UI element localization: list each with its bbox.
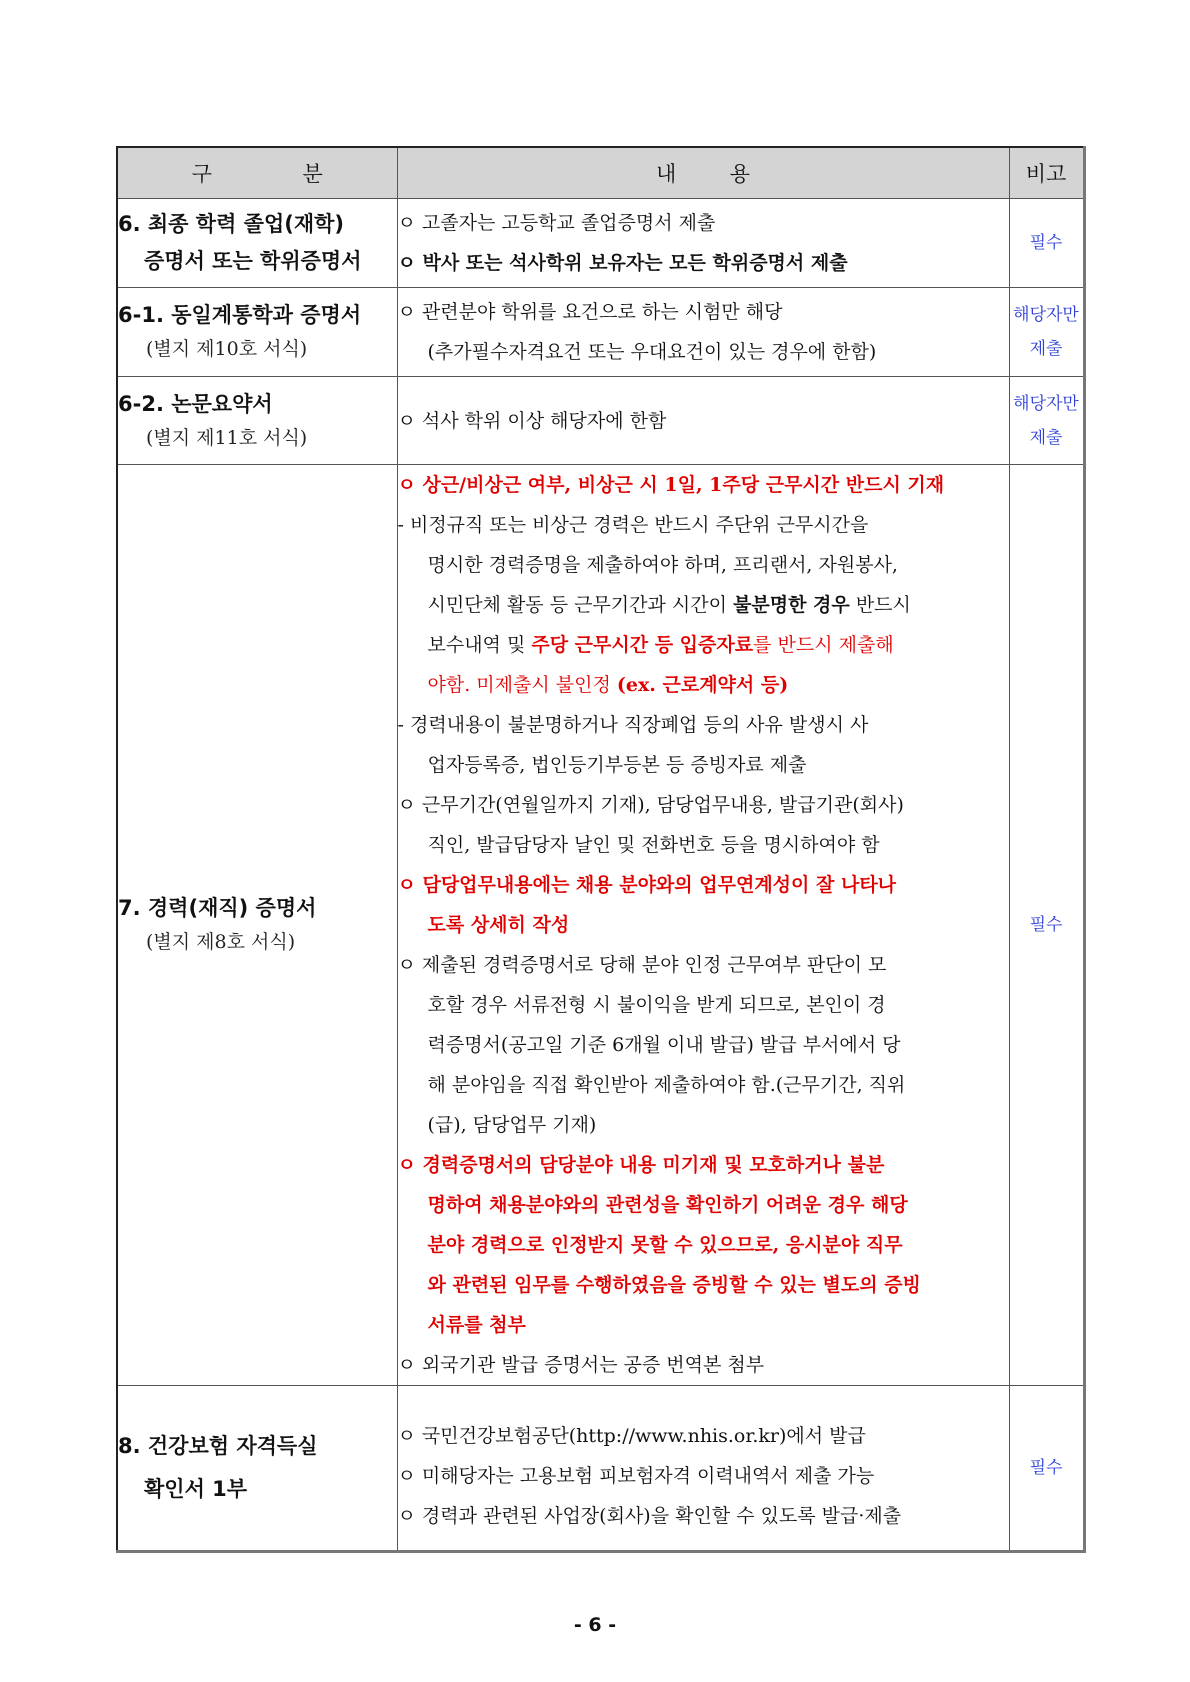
content-line: 야함. 미제출시 불인정 (ex. 근로계약서 등) xyxy=(427,674,789,696)
header-category: 구 분 xyxy=(117,147,397,199)
row-career-certificate xyxy=(117,465,1084,1386)
row-same-field-certificate xyxy=(117,288,1084,377)
content-line: ㅇ 상근/비상근 여부, 비상근 시 1일, 1주당 근무시간 반드시 기재 xyxy=(397,474,945,496)
content-line: 서류를 첨부 xyxy=(427,1314,526,1336)
document-table xyxy=(116,146,1086,1553)
content-line: 호할 경우 서류전형 시 불이익을 받게 되므로, 본인이 경 xyxy=(427,994,886,1016)
content-line: ㅇ 근무기간(연월일까지 기재), 담당업무내용, 발급기관(회사) xyxy=(397,794,904,816)
remarks-cell: 해당자만 제출 xyxy=(1009,288,1084,377)
category-form-ref: (별지 제11호 서식) xyxy=(146,426,308,449)
category-title-line2: 증명서 또는 학위증명서 xyxy=(144,249,362,273)
remarks-cell: 필수 xyxy=(1009,199,1084,288)
row-degree-certificate xyxy=(117,199,1084,288)
content-line: ㅇ 박사 또는 석사학위 보유자는 모든 학위증명서 제출 xyxy=(397,252,848,274)
content-cell xyxy=(397,288,1009,377)
category-cell xyxy=(117,465,397,1386)
category-form-ref: (별지 제10호 서식) xyxy=(146,338,308,360)
content-line: 분야 경력으로 인정받지 못할 수 있으므로, 응시분야 직무 xyxy=(427,1234,903,1256)
content-line: 력증명서(공고일 기준 6개월 이내 발급) 발급 부서에서 당 xyxy=(427,1034,901,1056)
page-number: - 6 - xyxy=(573,1614,617,1636)
category-title: 6-2. 논문요약서 xyxy=(118,391,273,416)
content-line: 해 분야임을 직접 확인받아 제출하여야 함.(근무기간, 직위 xyxy=(427,1074,906,1096)
category-title: 8. 건강보험 자격득실 xyxy=(118,1434,318,1458)
category-title-line2: 확인서 1부 xyxy=(144,1477,248,1501)
content-line: - 비정규직 또는 비상근 경력은 반드시 주단위 근무시간을 xyxy=(397,514,869,536)
content-line: ㅇ 외국기관 발급 증명서는 공증 번역본 첨부 xyxy=(397,1354,765,1376)
content-line: 업자등록증, 법인등기부등본 등 증빙자료 제출 xyxy=(427,754,807,776)
content-cell xyxy=(397,199,1009,288)
content-line: ㅇ 경력과 관련된 사업장(회사)을 확인할 수 있도록 발급·제출 xyxy=(397,1505,902,1527)
content-line: 와 관련된 임무를 수행하였음을 증빙할 수 있는 별도의 증빙 xyxy=(427,1274,921,1296)
content-line: (추가필수자격요건 또는 우대요건이 있는 경우에 한함) xyxy=(427,341,877,363)
category-title: 6-1. 동일계통학과 증명서 xyxy=(118,303,362,327)
content-line: ㅇ 미해당자는 고용보험 피보험자격 이력내역서 제출 가능 xyxy=(397,1465,875,1487)
category-title: 6. 최종 학력 졸업(재학) xyxy=(118,212,345,236)
content-line: ㅇ 석사 학위 이상 해당자에 한함 xyxy=(397,409,667,432)
remarks-cell: 필수 xyxy=(1009,465,1084,1386)
remarks-cell: 해당자만 제출 xyxy=(1009,377,1084,465)
row-health-insurance xyxy=(117,1386,1084,1552)
content-line: 도록 상세히 작성 xyxy=(427,914,570,936)
content-line: 보수내역 및 주당 근무시간 등 입증자료를 반드시 제출해 xyxy=(427,634,894,656)
content-line: (급), 담당업무 기재) xyxy=(427,1114,597,1136)
content-cell xyxy=(397,1386,1009,1552)
remarks-cell: 필수 xyxy=(1009,1386,1084,1552)
content-line: ㅇ 국민건강보험공단(http://www.nhis.or.kr)에서 발급 xyxy=(397,1425,866,1447)
header-content: 내 용 xyxy=(397,147,1009,199)
header-remarks: 비고 xyxy=(1009,147,1084,199)
category-cell xyxy=(117,1386,397,1552)
category-cell xyxy=(117,377,397,465)
content-line: ㅇ 관련분야 학위를 요건으로 하는 시험만 해당 xyxy=(397,301,783,323)
content-line: ㅇ 담당업무내용에는 채용 분야와의 업무연계성이 잘 나타나 xyxy=(397,874,897,896)
content-line: ㅇ 고졸자는 고등학교 졸업증명서 제출 xyxy=(397,212,716,234)
content-line: ㅇ 제출된 경력증명서로 당해 분야 인정 근무여부 판단이 모 xyxy=(397,954,887,976)
category-title: 7. 경력(재직) 증명서 xyxy=(118,896,317,920)
content-cell xyxy=(397,377,1009,465)
content-line: 시민단체 활동 등 근무기간과 시간이 불분명한 경우 반드시 xyxy=(427,594,911,616)
content-line: - 경력내용이 불분명하거나 직장폐업 등의 사유 발생시 사 xyxy=(397,714,869,736)
content-line: 명시한 경력증명을 제출하여야 하며, 프리랜서, 자원봉사, xyxy=(427,554,898,576)
content-cell xyxy=(397,465,1009,1386)
category-form-ref: (별지 제8호 서식) xyxy=(146,931,296,953)
header-row xyxy=(117,147,1084,199)
content-line: 직인, 발급담당자 날인 및 전화번호 등을 명시하여야 함 xyxy=(427,834,880,856)
content-line: ㅇ 경력증명서의 담당분야 내용 미기재 및 모호하거나 불분 xyxy=(397,1154,885,1176)
category-cell xyxy=(117,199,397,288)
category-cell xyxy=(117,288,397,377)
content-line: 명하여 채용분야와의 관련성을 확인하기 어려운 경우 해당 xyxy=(427,1194,908,1216)
row-thesis-summary xyxy=(117,377,1084,465)
